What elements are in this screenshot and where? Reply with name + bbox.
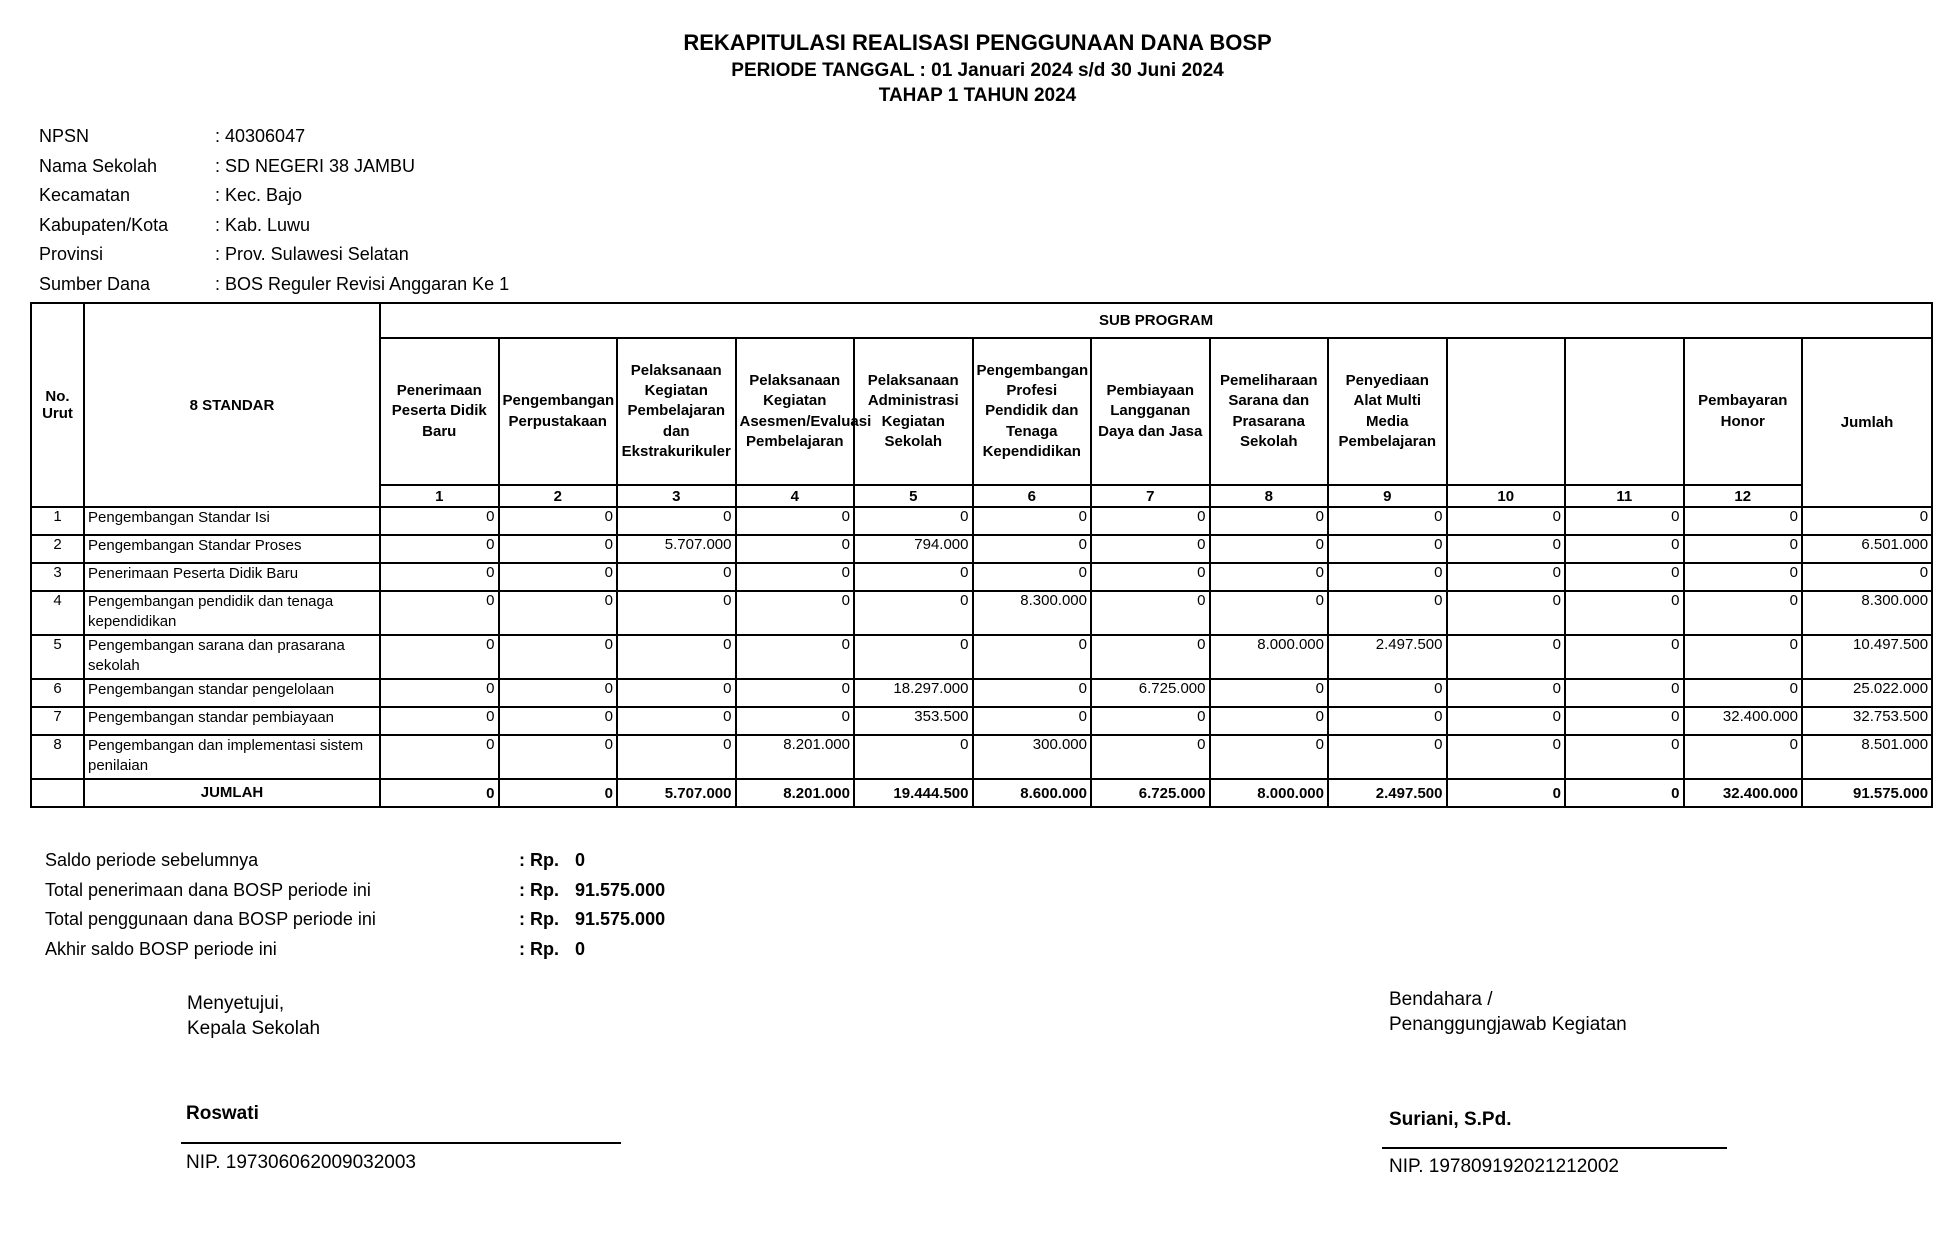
amount-cell: 0 — [1684, 679, 1803, 707]
table-row — [31, 735, 1932, 779]
row-number: 2 — [31, 535, 84, 563]
summary-amount: 91.575.000 — [575, 909, 666, 930]
info-district — [39, 181, 509, 211]
column-total: 2.497.500 — [1328, 779, 1447, 807]
info-label: Provinsi — [39, 244, 104, 265]
amount-cell: 0 — [380, 563, 499, 591]
amount-cell: 0 — [1565, 591, 1684, 635]
amount-cell: 0 — [854, 735, 973, 779]
table-row — [31, 679, 1932, 707]
column-header-8: Pemeliharaan Sarana dan Prasarana Sekolah — [1210, 338, 1329, 485]
summary-prefix: : Rp. — [519, 879, 559, 900]
amount-cell: 0 — [1447, 679, 1566, 707]
approver-title — [187, 992, 320, 1041]
column-total: 0 — [380, 779, 499, 807]
row-number: 7 — [31, 707, 84, 735]
info-value: : 40306047 — [215, 126, 306, 147]
column-number: 9 — [1328, 485, 1447, 507]
column-total: 0 — [1565, 779, 1684, 807]
column-header-2: Pengembangan Perpustakaan — [499, 338, 618, 485]
approver-line1: Menyetujui, — [187, 993, 285, 1014]
grand-total: 91.575.000 — [1802, 779, 1932, 807]
amount-cell: 0 — [499, 535, 618, 563]
column-total: 19.444.500 — [854, 779, 973, 807]
amount-cell: 0 — [1210, 535, 1329, 563]
standard-name: Pengembangan sarana dan prasarana sekolah — [84, 635, 380, 679]
column-header-9: Penyediaan Alat Multi Media Pembelajaran — [1328, 338, 1447, 485]
amount-cell: 0 — [1210, 591, 1329, 635]
totals-empty — [31, 779, 84, 807]
column-number: 3 — [617, 485, 736, 507]
column-header-12: Pembayaran Honor — [1684, 338, 1803, 485]
standard-name: Pengembangan Standar Isi — [84, 507, 380, 535]
column-total: 32.400.000 — [1684, 779, 1803, 807]
summary-label: Total penerimaan dana BOSP periode ini — [45, 879, 371, 900]
standard-name: Pengembangan Standar Proses — [84, 535, 380, 563]
amount-cell: 8.201.000 — [736, 735, 855, 779]
row-number: 1 — [31, 507, 84, 535]
summary-prefix: : Rp. — [519, 909, 559, 930]
amount-cell: 2.497.500 — [1328, 635, 1447, 679]
row-number: 4 — [31, 591, 84, 635]
column-number: 12 — [1684, 485, 1803, 507]
summary-row — [45, 905, 665, 935]
column-total: 6.725.000 — [1091, 779, 1210, 807]
amount-cell: 0 — [854, 507, 973, 535]
column-header-4: Pelaksanaan Kegiatan Asesmen/Evaluasi Pembelajaran — [736, 338, 855, 485]
row-total: 6.501.000 — [1802, 535, 1932, 563]
amount-cell: 0 — [736, 679, 855, 707]
info-npsn — [39, 122, 509, 152]
table-row — [31, 707, 1932, 735]
column-number: 4 — [736, 485, 855, 507]
amount-cell: 0 — [973, 635, 1092, 679]
column-number: 7 — [1091, 485, 1210, 507]
amount-cell: 0 — [617, 507, 736, 535]
amount-cell: 0 — [1091, 735, 1210, 779]
treasurer-nip: NIP. 197809192021212002 — [1389, 1156, 1619, 1177]
amount-cell: 0 — [1091, 635, 1210, 679]
amount-cell: 0 — [1447, 535, 1566, 563]
amount-cell: 0 — [499, 679, 618, 707]
row-total: 8.501.000 — [1802, 735, 1932, 779]
column-header-10 — [1447, 338, 1566, 485]
amount-cell: 0 — [1684, 563, 1803, 591]
amount-cell: 0 — [1447, 707, 1566, 735]
amount-cell: 0 — [617, 735, 736, 779]
amount-cell: 0 — [854, 591, 973, 635]
amount-cell: 8.000.000 — [1210, 635, 1329, 679]
table-row — [31, 635, 1932, 679]
amount-cell: 0 — [973, 563, 1092, 591]
amount-cell: 0 — [380, 535, 499, 563]
row-total: 10.497.500 — [1802, 635, 1932, 679]
amount-cell: 0 — [1328, 679, 1447, 707]
amount-cell: 0 — [1328, 535, 1447, 563]
summary-prefix: : Rp. — [519, 850, 559, 871]
row-total: 25.022.000 — [1802, 679, 1932, 707]
info-school-name — [39, 152, 509, 182]
amount-cell: 0 — [1091, 507, 1210, 535]
standard-name: Penerimaan Peserta Didik Baru — [84, 563, 380, 591]
standard-name: Pengembangan standar pengelolaan — [84, 679, 380, 707]
info-province — [39, 240, 509, 270]
amount-cell: 0 — [499, 591, 618, 635]
table-row — [31, 507, 1932, 535]
summary-amount: 91.575.000 — [575, 879, 666, 900]
standard-name: Pengembangan standar pembiayaan — [84, 707, 380, 735]
column-total: 0 — [499, 779, 618, 807]
amount-cell: 0 — [1210, 735, 1329, 779]
amount-cell: 0 — [973, 679, 1092, 707]
info-value: : Kab. Luwu — [215, 214, 311, 235]
amount-cell: 0 — [1684, 635, 1803, 679]
info-fund-source — [39, 270, 509, 300]
amount-cell: 0 — [1210, 707, 1329, 735]
column-total: 8.201.000 — [736, 779, 855, 807]
summary-prefix: : Rp. — [519, 938, 559, 959]
amount-cell: 0 — [499, 635, 618, 679]
balance-summary — [45, 846, 665, 964]
amount-cell: 0 — [1328, 563, 1447, 591]
info-label: Nama Sekolah — [39, 155, 158, 176]
amount-cell: 6.725.000 — [1091, 679, 1210, 707]
treasurer-line2: Penanggungjawab Kegiatan — [1389, 1013, 1627, 1035]
amount-cell: 794.000 — [854, 535, 973, 563]
amount-cell: 0 — [1091, 707, 1210, 735]
signature-line — [181, 1142, 621, 1144]
amount-cell: 0 — [499, 707, 618, 735]
amount-cell: 0 — [1328, 591, 1447, 635]
row-total: 0 — [1802, 507, 1932, 535]
amount-cell: 5.707.000 — [617, 535, 736, 563]
summary-row — [45, 876, 665, 906]
amount-cell: 0 — [380, 591, 499, 635]
amount-cell: 0 — [1565, 635, 1684, 679]
amount-cell: 0 — [1565, 679, 1684, 707]
amount-cell: 0 — [1684, 735, 1803, 779]
header-jumlah: Jumlah — [1802, 338, 1932, 507]
header-8-standar: 8 STANDAR — [84, 303, 380, 507]
header-no-urut: No. Urut — [31, 303, 84, 507]
treasurer-title — [1389, 988, 1627, 1037]
info-value: : SD NEGERI 38 JAMBU — [215, 155, 416, 176]
summary-label: Total penggunaan dana BOSP periode ini — [45, 909, 376, 930]
row-number: 6 — [31, 679, 84, 707]
amount-cell: 0 — [1091, 563, 1210, 591]
amount-cell: 0 — [617, 591, 736, 635]
amount-cell: 0 — [973, 535, 1092, 563]
column-number: 8 — [1210, 485, 1329, 507]
standard-name: Pengembangan pendidik dan tenaga kependidikan — [84, 591, 380, 635]
amount-cell: 0 — [1565, 507, 1684, 535]
amount-cell: 0 — [1447, 735, 1566, 779]
amount-cell: 0 — [617, 635, 736, 679]
row-number: 5 — [31, 635, 84, 679]
amount-cell: 0 — [1447, 635, 1566, 679]
amount-cell: 0 — [736, 635, 855, 679]
amount-cell: 0 — [1565, 735, 1684, 779]
amount-cell: 0 — [854, 563, 973, 591]
summary-row — [45, 935, 665, 965]
summary-label: Akhir saldo BOSP periode ini — [45, 938, 277, 959]
column-number: 11 — [1565, 485, 1684, 507]
amount-cell: 300.000 — [973, 735, 1092, 779]
summary-row — [45, 846, 665, 876]
amount-cell: 0 — [380, 707, 499, 735]
row-number: 3 — [31, 563, 84, 591]
amount-cell: 0 — [1565, 563, 1684, 591]
summary-label: Saldo periode sebelumnya — [45, 850, 259, 871]
treasurer-name: Suriani, S.Pd. — [1389, 1109, 1512, 1130]
row-total: 0 — [1802, 563, 1932, 591]
column-header-5: Pelaksanaan Administrasi Kegiatan Sekolah — [854, 338, 973, 485]
info-label: Sumber Dana — [39, 273, 151, 294]
summary-amount: 0 — [575, 850, 586, 871]
row-number: 8 — [31, 735, 84, 779]
amount-cell: 0 — [736, 535, 855, 563]
header-sub-program: SUB PROGRAM — [380, 303, 1932, 338]
amount-cell: 0 — [1447, 591, 1566, 635]
amount-cell: 0 — [1210, 563, 1329, 591]
amount-cell: 0 — [1684, 507, 1803, 535]
column-total: 8.000.000 — [1210, 779, 1329, 807]
info-regency — [39, 211, 509, 241]
amount-cell: 0 — [1210, 679, 1329, 707]
amount-cell: 32.400.000 — [1684, 707, 1803, 735]
column-header-7: Pembiayaan Langganan Daya dan Jasa — [1091, 338, 1210, 485]
amount-cell: 0 — [973, 707, 1092, 735]
headmaster-nip: NIP. 197306062009032003 — [186, 1152, 416, 1173]
column-header-11 — [1565, 338, 1684, 485]
amount-cell: 0 — [1447, 507, 1566, 535]
column-total: 5.707.000 — [617, 779, 736, 807]
amount-cell: 0 — [1091, 591, 1210, 635]
info-value: : Prov. Sulawesi Selatan — [215, 244, 409, 265]
report-stage: TAHAP 1 TAHUN 2024 — [878, 85, 1077, 106]
approver-line2: Kepala Sekolah — [187, 1017, 321, 1039]
amount-cell: 0 — [854, 635, 973, 679]
amount-cell: 0 — [1328, 735, 1447, 779]
column-total: 8.600.000 — [973, 779, 1092, 807]
column-number: 1 — [380, 485, 499, 507]
table-row — [31, 535, 1932, 563]
standard-name: Pengembangan dan implementasi sistem penilaian — [84, 735, 380, 779]
amount-cell: 0 — [973, 507, 1092, 535]
summary-amount: 0 — [575, 938, 586, 959]
column-header-1: Penerimaan Peserta Didik Baru — [380, 338, 499, 485]
column-header-6: Pengembangan Profesi Pendidik dan Tenaga Kependidikan — [973, 338, 1092, 485]
amount-cell: 0 — [380, 507, 499, 535]
amount-cell: 0 — [380, 679, 499, 707]
table-row — [31, 563, 1932, 591]
amount-cell: 0 — [617, 679, 736, 707]
amount-cell: 8.300.000 — [973, 591, 1092, 635]
amount-cell: 0 — [1565, 707, 1684, 735]
amount-cell: 0 — [617, 563, 736, 591]
amount-cell: 0 — [499, 735, 618, 779]
amount-cell: 0 — [499, 563, 618, 591]
amount-cell: 0 — [736, 563, 855, 591]
amount-cell: 0 — [380, 635, 499, 679]
row-total: 32.753.500 — [1802, 707, 1932, 735]
totals-label: JUMLAH — [84, 779, 380, 807]
totals-row — [31, 779, 1932, 807]
amount-cell: 0 — [736, 507, 855, 535]
row-total: 8.300.000 — [1802, 591, 1932, 635]
amount-cell: 0 — [1328, 707, 1447, 735]
amount-cell: 353.500 — [854, 707, 973, 735]
amount-cell: 0 — [499, 507, 618, 535]
column-number: 5 — [854, 485, 973, 507]
signature-line — [1382, 1147, 1727, 1149]
amount-cell: 0 — [1091, 535, 1210, 563]
info-label: Kecamatan — [39, 185, 131, 206]
amount-cell: 0 — [617, 707, 736, 735]
school-info — [39, 122, 509, 299]
amount-cell: 0 — [1210, 507, 1329, 535]
column-number: 2 — [499, 485, 618, 507]
table-row — [31, 591, 1932, 635]
headmaster-name: Roswati — [186, 1103, 259, 1124]
treasurer-line1: Bendahara / — [1389, 989, 1493, 1010]
column-header-3: Pelaksanaan Kegiatan Pembelajaran dan Ekstrakurikuler — [617, 338, 736, 485]
column-number: 10 — [1447, 485, 1566, 507]
info-value: : Kec. Bajo — [215, 185, 303, 206]
amount-cell: 0 — [1565, 535, 1684, 563]
amount-cell: 0 — [736, 707, 855, 735]
column-total: 0 — [1447, 779, 1566, 807]
column-number: 6 — [973, 485, 1092, 507]
report-title: REKAPITULASI REALISASI PENGGUNAAN DANA BOSP — [683, 30, 1272, 55]
amount-cell: 0 — [1447, 563, 1566, 591]
amount-cell: 0 — [736, 591, 855, 635]
amount-cell: 0 — [380, 735, 499, 779]
amount-cell: 0 — [1684, 591, 1803, 635]
amount-cell: 0 — [1328, 507, 1447, 535]
report-period: PERIODE TANGGAL : 01 Januari 2024 s/d 30 Juni 2024 — [731, 60, 1224, 81]
info-value: : BOS Reguler Revisi Anggaran Ke 1 — [215, 273, 510, 294]
info-label: NPSN — [39, 126, 90, 147]
recap-table — [30, 302, 1933, 808]
amount-cell: 0 — [1684, 535, 1803, 563]
amount-cell: 18.297.000 — [854, 679, 973, 707]
info-label: Kabupaten/Kota — [39, 214, 169, 235]
